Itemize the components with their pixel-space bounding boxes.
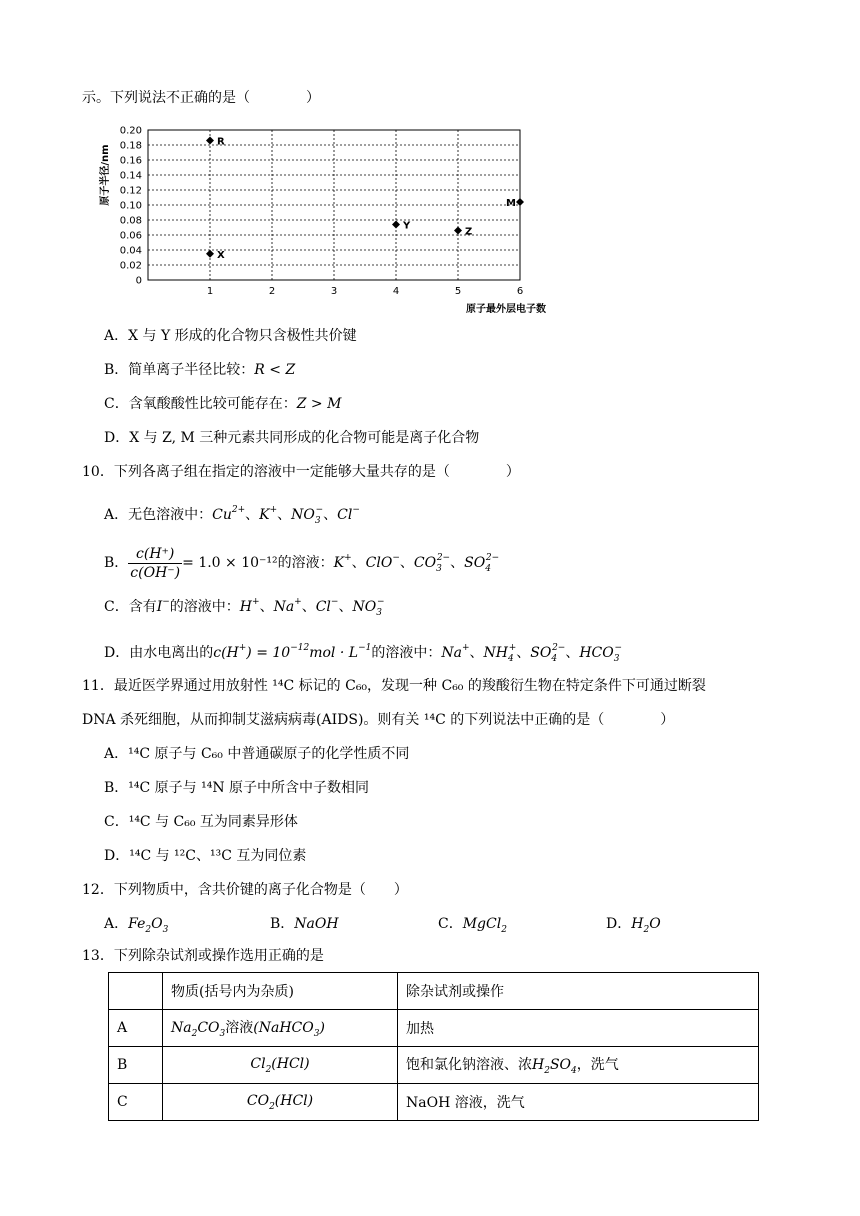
table-header-cell: 物质(括号内为杂质) bbox=[163, 973, 398, 1010]
atomic-radius-chart bbox=[92, 118, 546, 318]
point-label-r: R bbox=[217, 136, 225, 148]
q11-option-b: B．¹⁴C 原子与 ¹⁴N 原子中所含中子数相同 bbox=[104, 780, 370, 796]
q12-option-b: B．NaOH bbox=[270, 916, 339, 932]
data-point-z bbox=[454, 227, 462, 235]
q10-option-c: C．含有I−的溶液中：H+、Na+、Cl−、$NO_3^-$ bbox=[104, 597, 385, 618]
y-tick-label: 0.18 bbox=[119, 140, 142, 152]
method-cell: 饱和氯化钠溶液、浓$H_2SO_4$，洗气 bbox=[398, 1047, 759, 1084]
y-tick-label: 0.06 bbox=[119, 230, 142, 242]
q13-stem: 13．下列除杂试剂或操作选用正确的是 bbox=[82, 948, 324, 964]
q11-stem-line2: DNA 杀死细胞，从而抑制艾滋病病毒(AIDS)。则有关 ¹⁴C 的下列说法中正确的是（ ） bbox=[82, 712, 675, 728]
q9-option-b-text: B．简单离子半径比较： bbox=[104, 362, 255, 378]
q9-option-b-math: R < Z bbox=[254, 362, 296, 378]
q12-stem: 12．下列物质中，含共价键的离子化合物是（ ） bbox=[82, 882, 408, 898]
y-tick-label: 0 bbox=[135, 275, 142, 287]
q13-table bbox=[108, 972, 759, 1121]
table-row bbox=[109, 1047, 759, 1084]
point-label-m: M bbox=[506, 198, 516, 209]
substance-cell: $Cl_2(HCl)$ bbox=[163, 1047, 398, 1084]
table-header-cell: 除杂试剂或操作 bbox=[398, 973, 759, 1010]
data-point-y bbox=[392, 221, 400, 229]
point-label-y: Y bbox=[403, 220, 411, 232]
q10-option-a-text: A．无色溶液中： bbox=[104, 507, 213, 523]
data-point-r bbox=[206, 137, 214, 145]
y-tick-label: 0.12 bbox=[119, 185, 142, 197]
q9-option-c bbox=[104, 394, 341, 414]
x-tick-label: 2 bbox=[268, 286, 276, 297]
x-tick-label: 3 bbox=[330, 286, 338, 297]
data-point-x bbox=[206, 250, 214, 258]
point-label-x: X bbox=[217, 249, 225, 261]
q11-option-a: A．¹⁴C 原子与 C₆₀ 中普通碳原子的化学性质不同 bbox=[104, 746, 410, 762]
table-row bbox=[109, 1010, 759, 1047]
q10-option-a: A．无色溶液中：$Cu^{2+}$、K+、$NO_3^-$、Cl− bbox=[104, 505, 360, 526]
row-label: B bbox=[109, 1047, 163, 1084]
x-tick-label: 4 bbox=[392, 286, 400, 297]
table-header-cell bbox=[109, 973, 163, 1010]
table-row bbox=[109, 1084, 759, 1121]
q12-option-c: C．MgCl$_2$ bbox=[438, 916, 507, 935]
x-tick-label: 6 bbox=[516, 286, 524, 297]
q11-option-c: C．¹⁴C 与 C₆₀ 互为同素异形体 bbox=[104, 814, 298, 830]
q10-option-b-eq: = 1.0 × 10⁻¹²的溶液： bbox=[182, 555, 334, 571]
q11-option-d: D．¹⁴C 与 ¹²C、¹³C 互为同位素 bbox=[104, 848, 307, 864]
table-header-row bbox=[109, 973, 759, 1010]
q11-stem-line1: 11．最近医学界通过用放射性 ¹⁴C 标记的 C₆₀，发现一种 C₆₀ 的羧酸衍生物在特定条件下可通过断裂 bbox=[82, 678, 706, 694]
q10-option-d: D．由水电离出的$c(H^+) = 10^{-12}mol \cdot L^{-1}$的溶液中：Na+、$NH_4^+$、$SO_4^{2-}$、$HCO_3^-$ bbox=[104, 643, 623, 664]
x-axis-label: 原子最外层电子数 bbox=[466, 304, 546, 315]
x-tick-label: 5 bbox=[454, 286, 462, 297]
substance-cell: $Na_2CO_3$溶液(NaHCO$_3$) bbox=[163, 1010, 398, 1047]
q10-stem: 10．下列各离子组在指定的溶液中一定能够大量共存的是（ ） bbox=[82, 464, 520, 480]
row-label: A bbox=[109, 1010, 163, 1047]
substance-cell: $CO_2(HCl)$ bbox=[163, 1084, 398, 1121]
x-tick-label: 1 bbox=[206, 286, 214, 297]
y-tick-label: 0.04 bbox=[119, 245, 142, 257]
method-cell: NaOH 溶液，洗气 bbox=[398, 1084, 759, 1121]
y-tick-label: 0.14 bbox=[119, 170, 142, 182]
q10-option-d-text: D．由水电离出的 bbox=[104, 645, 214, 661]
point-label-z: Z bbox=[465, 226, 473, 238]
q9-option-c-text: C．含氧酸酸性比较可能存在： bbox=[104, 396, 297, 412]
y-axis-label: 原子半径/nm bbox=[100, 144, 111, 206]
y-tick-label: 0.08 bbox=[119, 215, 142, 227]
y-tick-label: 0.16 bbox=[119, 155, 142, 167]
q12-option-a: A．$Fe_2O_3$ bbox=[104, 916, 169, 935]
q9-option-d: D．X 与 Z, M 三种元素共同形成的化合物可能是离子化合物 bbox=[104, 430, 480, 446]
method-cell: 加热 bbox=[398, 1010, 759, 1047]
y-tick-label: 0.10 bbox=[119, 200, 142, 212]
q9-stem: 示。下列说法不正确的是（ ） bbox=[82, 90, 320, 106]
q10-option-b-fraction: $\frac{c(H^+)}{c(OH^-)}$ bbox=[130, 545, 181, 581]
q12-option-d: D．$H_2O$ bbox=[606, 916, 661, 935]
q9-option-c-math: Z > M bbox=[296, 396, 342, 412]
q9-option-a: A．X 与 Y 形成的化合物只含极性共价键 bbox=[104, 328, 357, 344]
row-label: C bbox=[109, 1084, 163, 1121]
q10-option-b: B． $\frac{c(H^+)}{c(OH^-)}$ = 1.0 × 10⁻¹²的溶液：K+、ClO−、$CO_3^{2-}$、$SO_4^{2-}$ bbox=[104, 545, 500, 581]
q10-option-c-text: C．含有 bbox=[104, 599, 157, 615]
y-tick-label: 0.02 bbox=[119, 260, 142, 272]
q10-option-b-label: B． bbox=[104, 555, 129, 571]
q9-option-b bbox=[104, 360, 295, 380]
y-tick-label: 0.20 bbox=[119, 125, 142, 137]
